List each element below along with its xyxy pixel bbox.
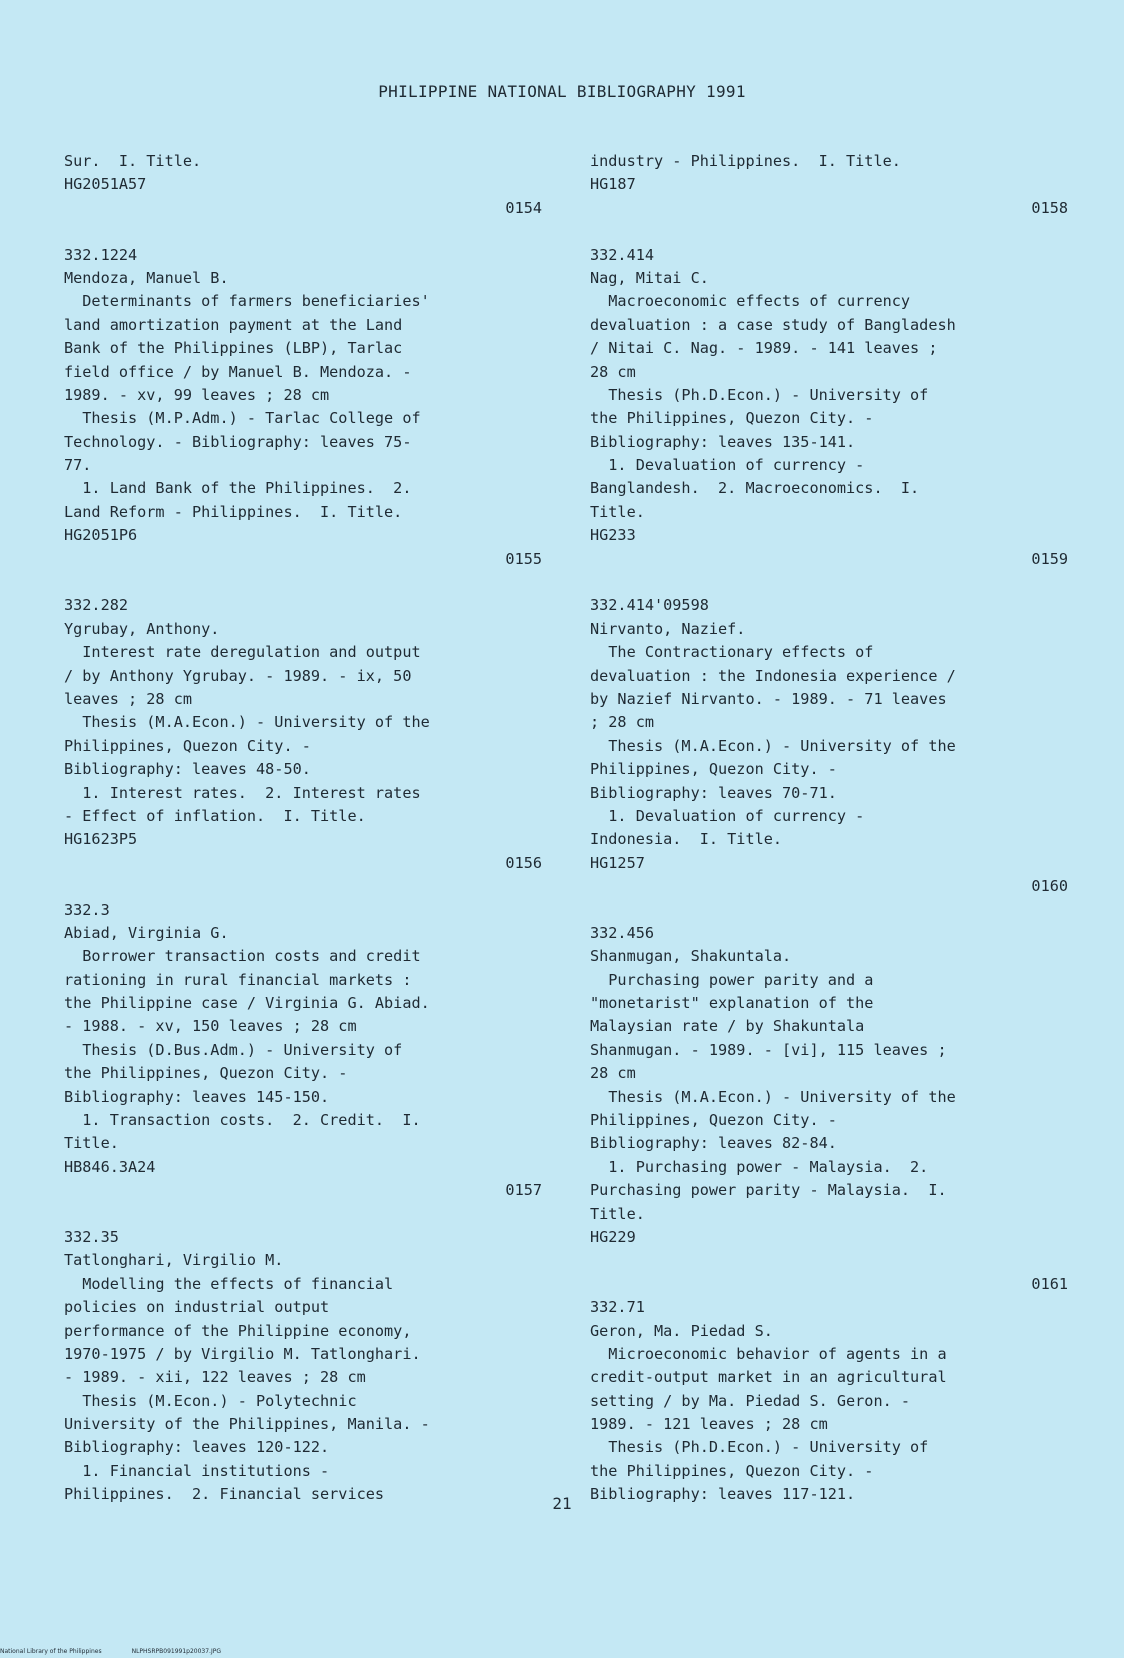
entry-line: Bibliography: leaves 48-50. [64, 760, 311, 779]
entry-line: The Contractionary effects of [590, 643, 874, 662]
entry-line: 1989. - 121 leaves ; 28 cm [590, 1415, 828, 1434]
entry-line: 77. [64, 456, 92, 475]
blank-line [590, 571, 1068, 594]
entry-line: by Nazief Nirvanto. - 1989. - 71 leaves [590, 689, 947, 708]
entry-line: rationing in rural financial markets : [64, 970, 412, 989]
entry-line: / Nitai C. Nag. - 1989. - 141 leaves ; [590, 339, 938, 358]
entry-line: HG2051A57 [64, 175, 147, 194]
entry-line: Modelling the effects of financial [64, 1274, 394, 1293]
entry-line: 1. Transaction costs. 2. Credit. I. [64, 1111, 421, 1130]
entry-line: Land Reform - Philippines. I. Title. [64, 502, 403, 521]
entry-line: Bibliography: leaves 135-141. [590, 432, 856, 451]
entry-line: ; 28 cm [590, 713, 655, 732]
entry-line: devaluation : the Indonesia experience / [590, 666, 956, 685]
entry-line: Banglandesh. 2. Macroeconomics. I. [590, 479, 920, 498]
entry-line: 1989. - xv, 99 leaves ; 28 cm [64, 385, 330, 404]
entry-line: 28 cm [590, 362, 636, 381]
entry-line: Bibliography: leaves 117-121. [590, 1485, 856, 1504]
entry-line: 332.414 [590, 245, 655, 264]
blank-line [590, 899, 1068, 922]
entry-line: the Philippines, Quezon City. - [590, 1461, 874, 1480]
entry-line: the Philippines, Quezon City. - [590, 409, 874, 428]
entry-line: Borrower transaction costs and credit [64, 947, 421, 966]
entry-line: 1. Interest rates. 2. Interest rates [64, 783, 421, 802]
entry-line: land amortization payment at the Land [64, 315, 403, 334]
entry-line: HG187 [590, 175, 636, 194]
entry-line: University of the Philippines, Manila. - [64, 1415, 430, 1434]
entry-line: HG229 [590, 1227, 636, 1246]
entry-line: Thesis (M.P.Adm.) - Tarlac College of [64, 409, 421, 428]
entry-line: 332.282 [64, 596, 129, 615]
entry-line: 1970-1975 / by Virgilio M. Tatlonghari. [64, 1344, 421, 1363]
left-column [64, 150, 542, 1507]
entry-line: leaves ; 28 cm [64, 689, 193, 708]
entry-number: 0159 [1031, 549, 1068, 568]
blank-line [590, 1249, 1068, 1272]
entry-number: 0161 [1031, 1274, 1068, 1293]
entry-line: HG2051P6 [64, 526, 138, 545]
entry-number: 0156 [505, 853, 542, 872]
blank-line [64, 875, 542, 898]
entry-line: - 1988. - xv, 150 leaves ; 28 cm [64, 1017, 357, 1036]
entry-line: HG1623P5 [64, 830, 138, 849]
right-column [590, 150, 1068, 1507]
entry-line: HG233 [590, 526, 636, 545]
entry-line: industry - Philippines. I. Title. [590, 152, 901, 170]
entry-line: Philippines, Quezon City. - [64, 736, 311, 755]
entry-line: 332.3 [64, 900, 110, 919]
entry-line: Philippines, Quezon City. - [590, 760, 837, 779]
entry-line: 332.456 [590, 923, 655, 942]
entry-line: Indonesia. I. Title. [590, 830, 783, 849]
entry-line: Interest rate deregulation and output [64, 643, 421, 662]
entry-line: Thesis (D.Bus.Adm.) - University of [64, 1040, 403, 1059]
entry-line: 332.71 [590, 1298, 645, 1317]
entry-line: field office / by Manuel B. Mendoza. - [64, 362, 412, 381]
entry-number: 0160 [1031, 877, 1068, 896]
footer [0, 1648, 251, 1656]
entry-number: 0157 [505, 1181, 542, 1200]
entry-line: 332.35 [64, 1227, 119, 1246]
entry-line: 1. Financial institutions - [64, 1461, 330, 1480]
blank-line [64, 1203, 542, 1226]
entry-line: Thesis (Ph.D.Econ.) - University of [590, 1438, 929, 1457]
blank-line [64, 571, 542, 594]
entry-line: Thesis (M.A.Econ.) - University of the [64, 713, 430, 732]
entry-line: Bibliography: leaves 82-84. [590, 1134, 837, 1153]
entry-number: 0154 [505, 198, 542, 217]
blank-line [64, 220, 542, 243]
entry-line: devaluation : a case study of Bangladesh [590, 315, 956, 334]
entry-line: Philippines. 2. Financial services [64, 1485, 385, 1504]
entry-line: HG1257 [590, 853, 645, 872]
entry-line: Thesis (M.Econ.) - Polytechnic [64, 1391, 357, 1410]
entry-line: Mendoza, Manuel B. [64, 268, 229, 287]
entry-line: 332.1224 [64, 245, 138, 264]
entry-line: Microeconomic behavior of agents in a [590, 1344, 947, 1363]
page-header: PHILIPPINE NATIONAL BIBLIOGRAPHY 1991 [378, 82, 746, 101]
entry-line: / by Anthony Ygrubay. - 1989. - ix, 50 [64, 666, 412, 685]
entry-line: policies on industrial output [64, 1298, 330, 1317]
page-number: 21 [552, 1494, 572, 1513]
entry-line: Nirvanto, Nazief. [590, 619, 746, 638]
entry-line: performance of the Philippine economy, [64, 1321, 412, 1340]
entry-line: setting / by Ma. Piedad S. Geron. - [590, 1391, 911, 1410]
entry-line: Geron, Ma. Piedad S. [590, 1321, 773, 1340]
entry-line: 1. Land Bank of the Philippines. 2. [64, 479, 412, 498]
entry-line: 1. Devaluation of currency - [590, 456, 865, 475]
entry-line: Sur. I. Title. [64, 152, 202, 170]
entry-line: Nag, Mitai C. [590, 268, 709, 287]
entry-line: Tatlonghari, Virgilio M. [64, 1251, 284, 1270]
entry-number: 0158 [1031, 198, 1068, 217]
entry-line: 1. Purchasing power - Malaysia. 2. [590, 1157, 929, 1176]
entry-line: Malaysian rate / by Shakuntala [590, 1017, 865, 1036]
entry-line: Determinants of farmers beneficiaries' [64, 292, 430, 311]
entry-line: Philippines, Quezon City. - [590, 1111, 837, 1130]
entry-line: Bibliography: leaves 70-71. [590, 783, 837, 802]
entry-line: Purchasing power parity - Malaysia. I. [590, 1181, 947, 1200]
entry-line: "monetarist" explanation of the [590, 994, 874, 1013]
entry-line: Thesis (Ph.D.Econ.) - University of [590, 385, 929, 404]
entry-line: HB846.3A24 [64, 1157, 156, 1176]
entry-line: credit-output market in an agricultural [590, 1368, 947, 1387]
footer-library: National Library of the Philippines [0, 1648, 102, 1655]
entry-line: Technology. - Bibliography: leaves 75- [64, 432, 412, 451]
entry-line: - 1989. - xii, 122 leaves ; 28 cm [64, 1368, 366, 1387]
entry-line: Ygrubay, Anthony. [64, 619, 220, 638]
entry-line: Shanmugan. - 1989. - [vi], 115 leaves ; [590, 1040, 947, 1059]
entry-line: Thesis (M.A.Econ.) - University of the [590, 736, 956, 755]
entry-line: the Philippine case / Virginia G. Abiad. [64, 994, 430, 1013]
entry-line: Thesis (M.A.Econ.) - University of the [590, 1087, 956, 1106]
entry-line: Bibliography: leaves 120-122. [64, 1438, 330, 1457]
entry-number: 0155 [505, 549, 542, 568]
entry-line: Shanmugan, Shakuntala. [590, 947, 792, 966]
entry-line: Title. [590, 1204, 645, 1223]
entry-line: Purchasing power parity and a [590, 970, 874, 989]
entry-line: Title. [64, 1134, 119, 1153]
entry-line: - Effect of inflation. I. Title. [64, 806, 366, 825]
entry-line: Macroeconomic effects of currency [590, 292, 911, 311]
footer-filename: NLPHSRPB091991p20037.JPG [131, 1648, 221, 1655]
entry-line: 28 cm [590, 1064, 636, 1083]
entry-line: Abiad, Virginia G. [64, 923, 229, 942]
entry-line: Title. [590, 502, 645, 521]
entry-line: Bank of the Philippines (LBP), Tarlac [64, 339, 403, 358]
entry-line: Bibliography: leaves 145-150. [64, 1087, 330, 1106]
entry-line: the Philippines, Quezon City. - [64, 1064, 348, 1083]
blank-line [590, 220, 1068, 243]
entry-line: 332.414'09598 [590, 596, 709, 615]
entry-line: 1. Devaluation of currency - [590, 806, 865, 825]
